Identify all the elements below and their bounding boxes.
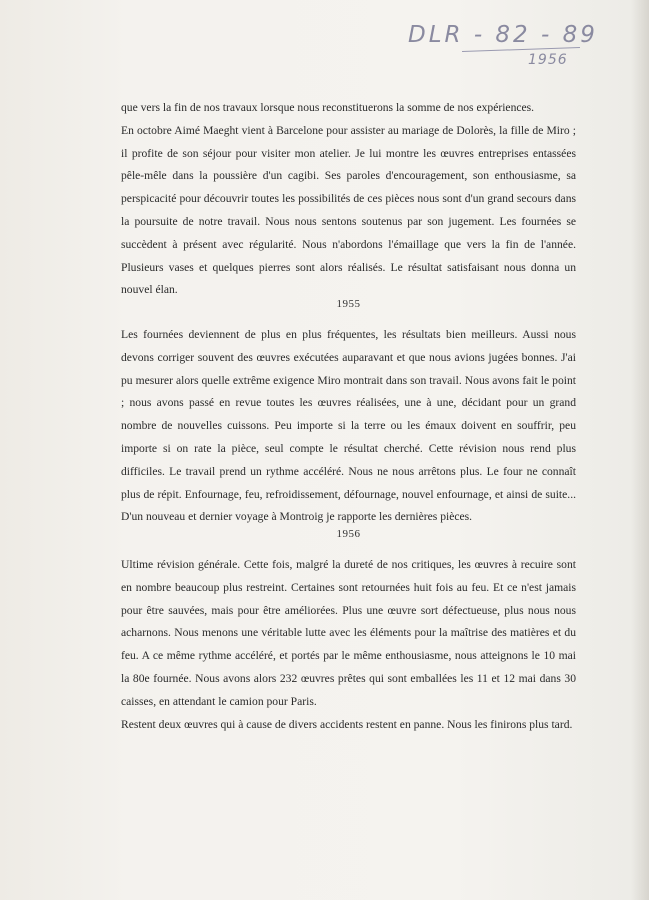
handwritten-reference: DLR - 82 - 89 [408,22,598,48]
paragraph-1956 [121,554,576,736]
page-edge-shadow [631,0,649,900]
handwritten-year: 1956 [528,52,568,68]
paragraph-line: que vers la fin de nos travaux lorsque nous reconstituerons la somme de nos expériences. [121,101,535,114]
year-heading-1956: 1956 [336,528,361,540]
year-heading-1955: 1955 [336,298,361,310]
paragraph-text: Les fournées deviennent de plus en plus fréquentes, les résultats bien meilleurs. Aussi nous devons corriger souvent des œuvres exécutées auparavant et que nous avions jugées bonnes. J'ai pu mesurer alors quelle extrême exigence Miro montrait dans son travail. Nous avons fait le point ; nous avons passé en revue toutes les œuvres réalisées, une à une, décidant pour un grand nombre de nouvelles cuissons. Peu importe si la terre ou les émaux doivent en souffrir, peu importe si on rate la pièce, seul compte le résultat cherché. Cette révision nous rend plus difficiles. Le travail prend un rythme accéléré. Nous ne nous arrêtons plus. Le four ne connaît plus de répit. Enfournage, feu, refroidissement, défournage, nouvel enfournage, et ainsi de suite... D'un nouveau et dernier voyage à Montroig je rapporte les dernières pièces. [121,328,576,524]
paragraph-text: Ultime révision générale. Cette fois, malgré la dureté de nos critiques, les œuvres à recuire sont en nombre beaucoup plus restreint. Certaines sont retournées huit fois au feu. Et ce n'est jamais pour être sauvées, mais pour être améliorées. Plus une œuvre sort défectueuse, plus nous nous acharnons. Nous menons une véritable lutte avec les éléments pour la maîtrise des matières et du feu. A ce même rythme accéléré, et portés par le même enthousiasme, nous atteignons le 10 mai la 80e fournée. Nous avons alors 232 œuvres prêtes qui sont emballées les 11 et 12 mai dans 30 caisses, en attendant le camion pour Paris. [121,558,576,708]
paragraph-1955 [121,324,576,529]
paragraph-text: En octobre Aimé Maeght vient à Barcelone pour assister au mariage de Dolorès, la fille de Miro ; il profite de son séjour pour visiter mon atelier. Je lui montre les œuvres entreprises entassées pêle-mêle dans la poussière d'un cagibi. Ses paroles d'encouragement, son enthousiasme, sa perspicacité pour découvrir toutes les possibilités de ces pièces nous sont d'un grand secours dans la poursuite de notre travail. Nous nous sentons soutenus par son jugement. Les fournées se succèdent à présent avec régularité. Nous n'abordons l'émaillage que vers la fin de l'année. Plusieurs vases et quelques pierres sont alors réalisés. Le résultat satisfaisant nous donna un nouvel élan. [121,123,576,297]
paragraph-text: Restent deux œuvres qui à cause de divers accidents restent en panne. Nous les finirons plus tard. [121,717,573,731]
paragraph-intro [121,97,576,302]
